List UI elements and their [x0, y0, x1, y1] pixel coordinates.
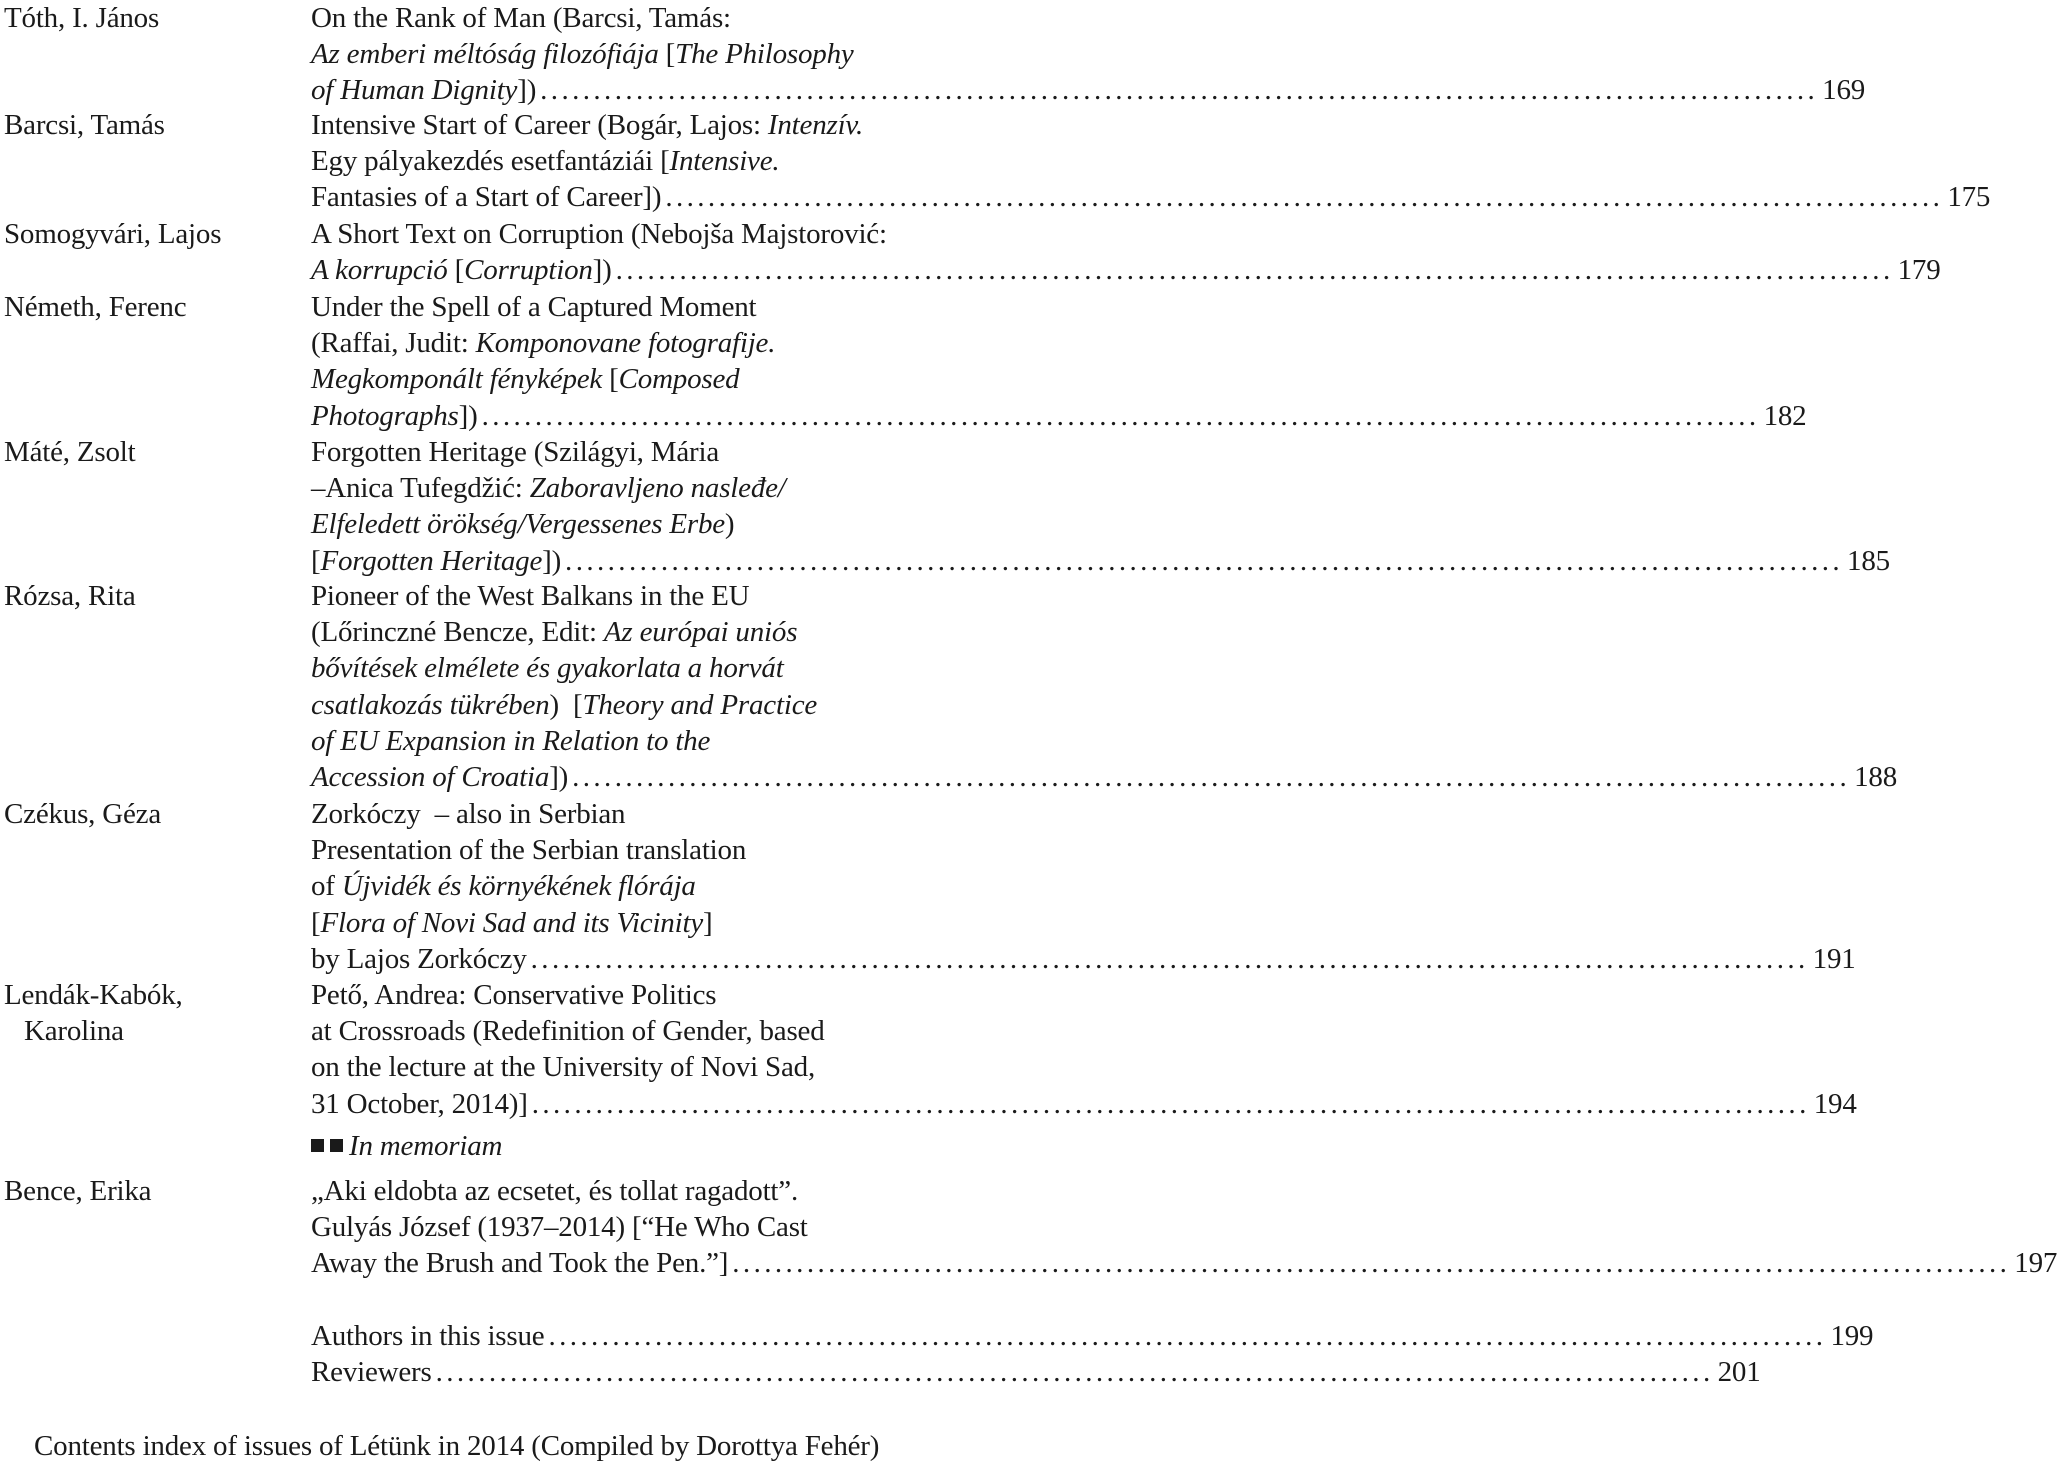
title-line: (Raffai, Judit: Komponovane fotografije. — [311, 327, 776, 360]
entry-author — [4, 1173, 151, 1209]
title-line-with-page — [311, 941, 1856, 977]
dot-leader: ........................................................................................................................ — [572, 760, 1851, 793]
entry-author — [4, 289, 186, 325]
title-text: 31 October, 2014)] — [311, 1087, 528, 1120]
dot-leader: ........................................................................................................................ — [615, 254, 1894, 287]
title-line: On the Rank of Man (Barcsi, Tamás: — [311, 2, 731, 34]
title-text: Fantasies of a Start of Career]) — [311, 181, 662, 214]
title-line-with-page — [311, 1354, 1761, 1390]
title-line: „Aki eldobta az ecsetet, és tollat ragadott”. — [311, 1175, 799, 1207]
title-line: Zorkóczy – also in Serbian — [311, 798, 626, 830]
title-line: Az emberi méltóság filozófiája [The Philosophy — [311, 38, 854, 71]
title-line-with-page — [311, 179, 1991, 215]
title-text: Reviewers — [311, 1356, 432, 1389]
section-heading-label: In memoriam — [349, 1130, 503, 1162]
black-square-icon — [311, 1139, 324, 1152]
entry-title — [311, 216, 1941, 288]
entry-author — [4, 578, 136, 614]
page-number: 179 — [1897, 254, 1941, 287]
entry-title — [311, 0, 1866, 109]
title-line-with-page — [311, 1245, 2057, 1281]
dot-leader: ........................................................................................................................ — [548, 1320, 1827, 1352]
author-name: Németh, Ferenc — [4, 291, 187, 323]
entry-title — [311, 107, 1991, 216]
entry-author — [4, 977, 183, 1049]
title-text: Away the Brush and Took the Pen.”] — [311, 1247, 729, 1280]
title-line: Forgotten Heritage (Szilágyi, Mária — [311, 436, 720, 468]
entry-author — [4, 0, 159, 36]
author-name: Máté, Zsolt — [4, 436, 136, 468]
title-line: [Flora of Novi Sad and its Vicinity] — [311, 906, 713, 939]
dot-leader: ........................................................................................................................ — [435, 1356, 1714, 1389]
title-line: Intensive Start of Career (Bogár, Lajos: Intenzív. — [311, 109, 864, 141]
page-number: 188 — [1854, 760, 1898, 793]
title-line-with-page — [311, 1086, 1857, 1122]
page-number: 201 — [1717, 1356, 1761, 1389]
footer-caption: Contents index of issues of Létünk in 2014 (Compiled by Dorottya Fehér) — [34, 1430, 880, 1462]
title-line: Under the Spell of a Captured Moment — [311, 291, 757, 323]
page-number: 185 — [1847, 544, 1890, 577]
page-number: 182 — [1763, 399, 1807, 432]
page-number: 199 — [1830, 1320, 1874, 1352]
title-line: bővítések elmélete és gyakorlata a horvát — [311, 652, 784, 685]
author-name: Lendák-Kabók, — [4, 979, 183, 1011]
title-line: at Crossroads (Redefinition of Gender, based — [311, 1015, 825, 1048]
dot-leader: ........................................................................................................................ — [530, 942, 1809, 975]
author-name: Rózsa, Rita — [4, 580, 136, 612]
entry-title — [311, 578, 1898, 795]
title-text: [Forgotten Heritage]) — [311, 544, 562, 577]
title-line: of Újvidék és környékének flórája — [311, 870, 696, 903]
title-text: Accession of Croatia]) — [311, 760, 569, 793]
page-number: 169 — [1822, 74, 1866, 107]
title-line: of EU Expansion in Relation to the — [311, 724, 711, 757]
dot-leader: ........................................................................................................................ — [565, 544, 1844, 577]
page-number: 197 — [2014, 1247, 2057, 1280]
title-line-with-page — [311, 398, 1807, 434]
author-name: Barcsi, Tamás — [4, 109, 165, 141]
entry-title — [311, 796, 1856, 977]
title-line: (Lőrinczné Bencze, Edit: Az európai uniós — [311, 616, 798, 649]
dot-leader: ........................................................................................................................ — [732, 1247, 2011, 1280]
title-line-with-page — [311, 543, 1890, 579]
title-text: by Lajos Zorkóczy — [311, 942, 527, 975]
author-name: Somogyvári, Lajos — [4, 218, 222, 250]
entry-author — [4, 107, 165, 143]
title-line-with-page — [311, 72, 1866, 108]
entry-title — [311, 289, 1807, 434]
title-line: –Anica Tufegdžić: Zaboravljeno nasleđe/ — [311, 472, 786, 505]
entry-title — [311, 977, 1857, 1122]
section-heading-in-memoriam — [311, 1128, 502, 1164]
entry-author — [4, 796, 161, 832]
author-name: Bence, Erika — [4, 1175, 152, 1207]
title-text: Authors in this issue — [311, 1320, 545, 1352]
author-name: Tóth, I. János — [4, 2, 160, 34]
dot-leader: ........................................................................................................................ — [481, 399, 1760, 432]
dot-leader: ........................................................................................................................ — [665, 181, 1944, 214]
entry-title — [311, 1318, 1874, 1390]
title-line: Gulyás József (1937–2014) [“He Who Cast — [311, 1211, 808, 1244]
title-line-with-page — [311, 252, 1941, 288]
title-line: Egy pályakezdés esetfantáziái [Intensive. — [311, 145, 780, 178]
entry-author — [4, 216, 221, 252]
black-square-icon — [330, 1139, 343, 1152]
author-name: Czékus, Géza — [4, 798, 162, 830]
entry-title — [311, 434, 1890, 579]
entry-author — [4, 434, 136, 470]
title-line: Presentation of the Serbian translation — [311, 834, 747, 867]
title-line: csatlakozás tükrében) [Theory and Practice — [311, 688, 818, 721]
title-line-with-page — [311, 759, 1898, 795]
title-line: A Short Text on Corruption (Nebojša Majstorović: — [311, 218, 887, 250]
title-text: of Human Dignity]) — [311, 74, 537, 107]
dot-leader: ........................................................................................................................ — [531, 1087, 1810, 1120]
page-number: 194 — [1813, 1087, 1857, 1120]
page-number: 191 — [1812, 942, 1856, 975]
page-number: 175 — [1947, 181, 1991, 214]
title-line: Pioneer of the West Balkans in the EU — [311, 580, 750, 612]
title-text: Photographs]) — [311, 399, 478, 432]
author-name-continued: Karolina — [24, 1015, 124, 1048]
title-line-with-page — [311, 1318, 1874, 1354]
title-line: Pető, Andrea: Conservative Politics — [311, 979, 717, 1011]
title-text: A korrupció [Corruption]) — [311, 254, 612, 287]
title-line: Megkomponált fényképek [Composed — [311, 363, 740, 396]
dot-leader: ........................................................................................................................ — [540, 74, 1819, 107]
title-line: on the lecture at the University of Novi Sad, — [311, 1051, 816, 1084]
entry-title — [311, 1173, 2057, 1282]
title-line: Elfeledett örökség/Vergessenes Erbe) — [311, 508, 735, 541]
